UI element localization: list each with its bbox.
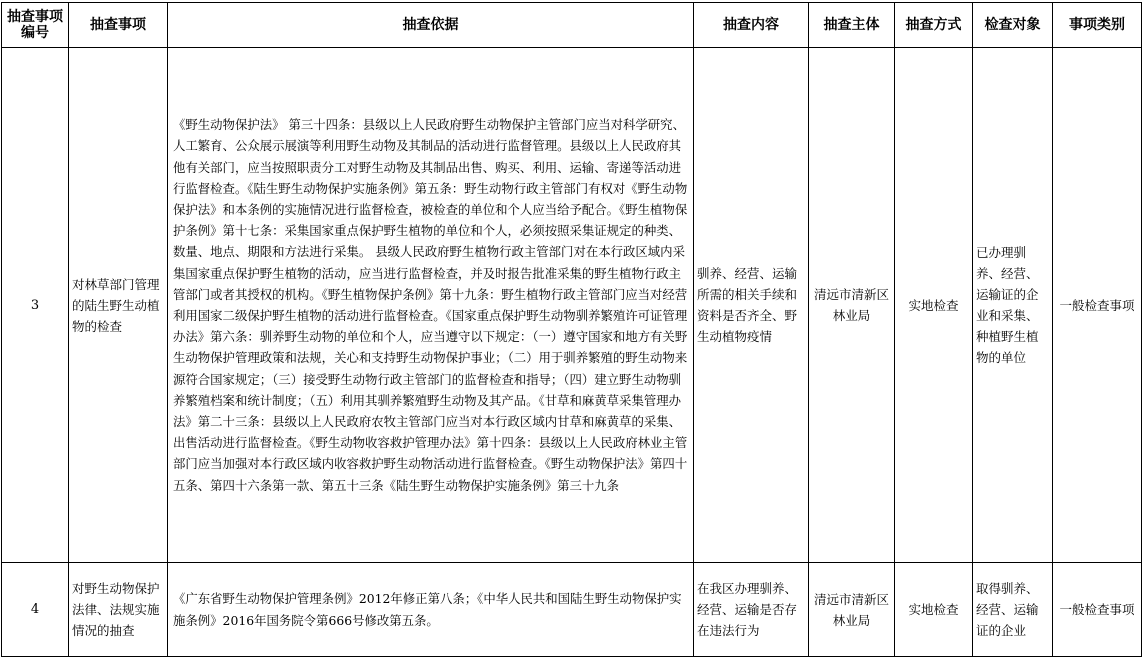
row-number: 4 — [2, 563, 69, 657]
header-target: 检查对象 — [973, 3, 1053, 48]
row-item: 对野生动物保护法律、法规实施情况的抽查 — [69, 563, 168, 657]
row-content: 在我区办理驯养、经营、运输是否存在违法行为 — [694, 563, 809, 657]
header-category: 事项类别 — [1053, 3, 1142, 48]
row-number: 3 — [2, 48, 69, 563]
row-category: 一般检查事项 — [1053, 48, 1142, 563]
row-basis: 《广东省野生动物保护管理条例》2012年修正第八条；《中华人民共和国陆生野生动物保护实施条例》2016年国务院令第666号修改第五条。 — [168, 563, 694, 657]
header-method: 抽查方式 — [895, 3, 973, 48]
header-item-number: 抽查事项编号 — [2, 3, 69, 48]
table-row — [2, 48, 1142, 563]
row-target: 取得驯养、经营、运输证的企业 — [973, 563, 1053, 657]
row-item: 对林草部门管理的陆生野生动植物的检查 — [69, 48, 168, 563]
row-method: 实地检查 — [895, 563, 973, 657]
table-row — [2, 563, 1142, 657]
row-subject: 清远市清新区林业局 — [809, 563, 895, 657]
inspection-table — [1, 2, 1142, 657]
header-basis: 抽查依据 — [168, 3, 694, 48]
row-content: 驯养、经营、运输所需的相关手续和资料是否齐全、野生动植物疫情 — [694, 48, 809, 563]
row-target: 已办理驯养、经营、运输证的企业和采集、种植野生植物的单位 — [973, 48, 1053, 563]
row-method: 实地检查 — [895, 48, 973, 563]
row-subject: 清远市清新区林业局 — [809, 48, 895, 563]
header-row — [2, 3, 1142, 48]
row-basis: 《野生动物保护法》 第三十四条：县级以上人民政府野生动物保护主管部门应当对科学研究、人工繁育、公众展示展演等利用野生动物及其制品的活动进行监督管理。县级以上人民政府其他有关部门，应当按照职责分工对野生动物及其制品出售、购买、利用、运输、寄递等活动进行监督检查。《陆生野生动物保护实施条例》第五条：野生动物行政主管部门有权对《野生动物保护法》和本条例的实施情况进行监督检查，被检查的单位和个人应当给予配合。《野生植物保护条例》第十七条：采集国家重点保护野生植物的单位和个人，必须按照采集证规定的种类、数量、地点、期限和方法进行采集。 县级人民政府野生植物行政主管部门对在本行政区域内采集国家重点保护野生植物的活动，应当进行监督检查，并及时报告批准采集的野生植物行政主管部门或者其授权的机构。《野生植物保护条例》第十九条：野生植物行政主管部门应当对经营利用国家二级保护野生植物的活动进行监督检查。《国家重点保护野生动物驯养繁殖许可证管理办法》第六条：驯养野生动物的单位和个人，应当遵守以下规定：（一）遵守国家和地方有关野生动物保护管理政策和法规，关心和支持野生动物保护事业；（二）用于驯养繁殖的野生动物来源符合国家规定；（三）接受野生动物行政主管部门的监督检查和指导；（四）建立野生动物驯养繁殖档案和统计制度；（五）利用其驯养繁殖野生动物及其产品。《甘草和麻黄草采集管理办法》第二十三条：县级以上人民政府农牧主管部门应当对本行政区域内甘草和麻黄草的采集、出售活动进行监督检查。《野生动物收容救护管理办法》第十四条：县级以上人民政府林业主管部门应当加强对本行政区域内收容救护野生动物活动进行监督检查。《野生动物保护法》第四十五条、第四十六条第一款、第五十三条《陆生野生动物保护实施条例》第三十九条 — [168, 48, 694, 563]
header-subject: 抽查主体 — [809, 3, 895, 48]
header-item: 抽查事项 — [69, 3, 168, 48]
header-content: 抽查内容 — [694, 3, 809, 48]
row-category: 一般检查事项 — [1053, 563, 1142, 657]
